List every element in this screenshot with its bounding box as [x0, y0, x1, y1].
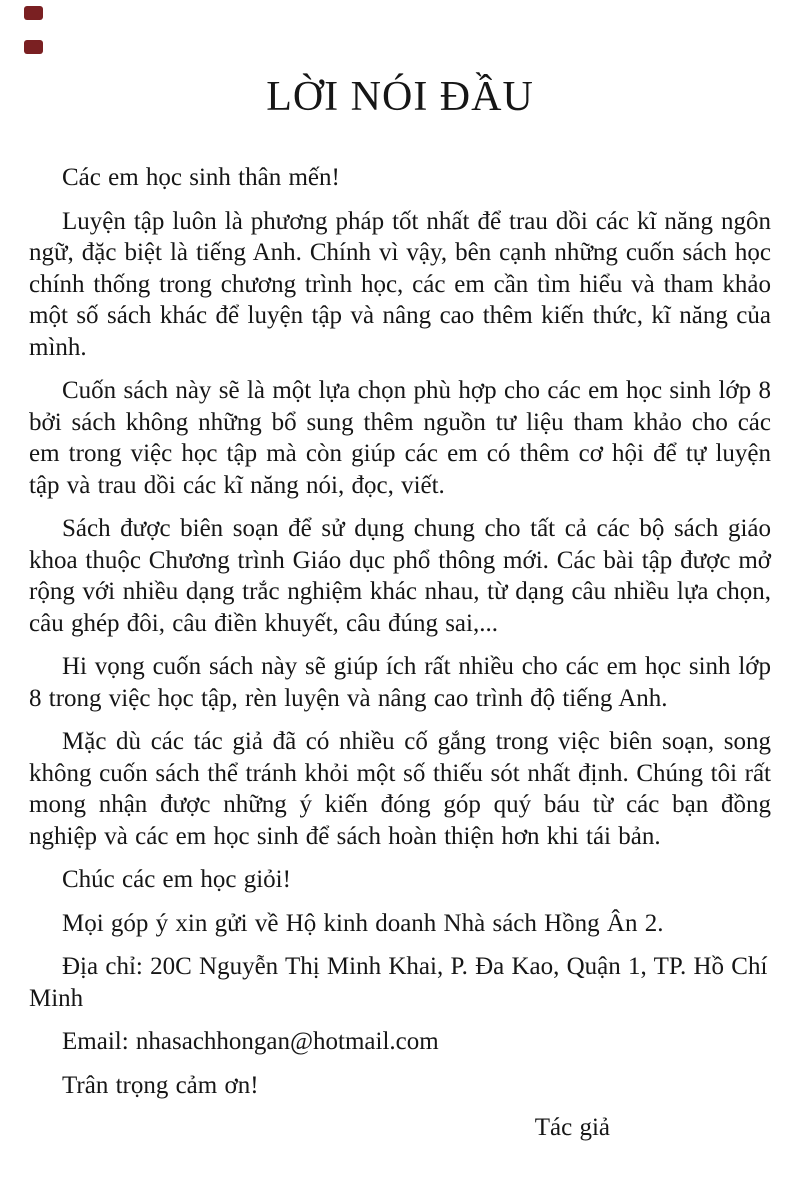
- paragraph: Sách được biên soạn để sử dụng chung cho tất cả các bộ sách giáo khoa thuộc Chương trình Giáo dục phổ thông mới. Các bài tập được mở rộng với nhiều dạng trắc nghiệm khác nhau, từ dạng câu nhiều lựa chọn, câu ghép đôi, câu điền khuyết, câu đúng sai,...: [29, 515, 771, 637]
- greeting-line: Các em học sinh thân mến!: [62, 164, 340, 191]
- wish-line: Chúc các em học giỏi!: [62, 866, 291, 893]
- paragraph: Luyện tập luôn là phương pháp tốt nhất để trau dồi các kĩ năng ngôn ngữ, đặc biệt là tiếng Anh. Chính vì vậy, bên cạnh những cuốn sách học chính thống trong chương trình học, các em cần tìm hiểu và tham khảo một số sách khác để luyện tập và nâng cao thêm kiến thức, kĩ năng của mình.: [29, 207, 771, 361]
- email-line: Email: nhasachhongan@hotmail.com: [62, 1028, 439, 1055]
- address-line: Địa chỉ: 20C Nguyễn Thị Minh Khai, P. Đa Kao, Quận 1, TP. Hồ Chí Minh: [29, 953, 768, 1012]
- paragraph: Mặc dù các tác giả đã có nhiều cố gắng trong việc biên soạn, song không cuốn sách thể tránh khỏi một số thiếu sót nhất định. Chúng tôi rất mong nhận được những ý kiến đóng góp quý báu từ các bạn đồng nghiệp và các em học sinh để sách hoàn thiện hơn khi tái bản.: [29, 728, 771, 850]
- page-title: LỜI NÓI ĐẦU: [266, 74, 534, 120]
- contact-intro-line: Mọi góp ý xin gửi về Hộ kinh doanh Nhà sách Hồng Ân 2.: [62, 909, 664, 937]
- paragraph: Cuốn sách này sẽ là một lựa chọn phù hợp cho các em học sinh lớp 8 bởi sách không những bổ sung thêm nguồn tư liệu tham khảo cho các em trong việc học tập mà còn giúp các em có thêm cơ hội để tự luyện tập và trau dồi các kĩ năng nói, đọc, viết.: [29, 377, 771, 499]
- paragraph: Hi vọng cuốn sách này sẽ giúp ích rất nhiều cho các em học sinh lớp 8 trong việc học tập, rèn luyện và nâng cao trình độ tiếng Anh.: [29, 653, 771, 712]
- thanks-line: Trân trọng cảm ơn!: [62, 1071, 259, 1099]
- page-content: [29, 0, 771, 1144]
- signature: Tác giả: [534, 1114, 610, 1141]
